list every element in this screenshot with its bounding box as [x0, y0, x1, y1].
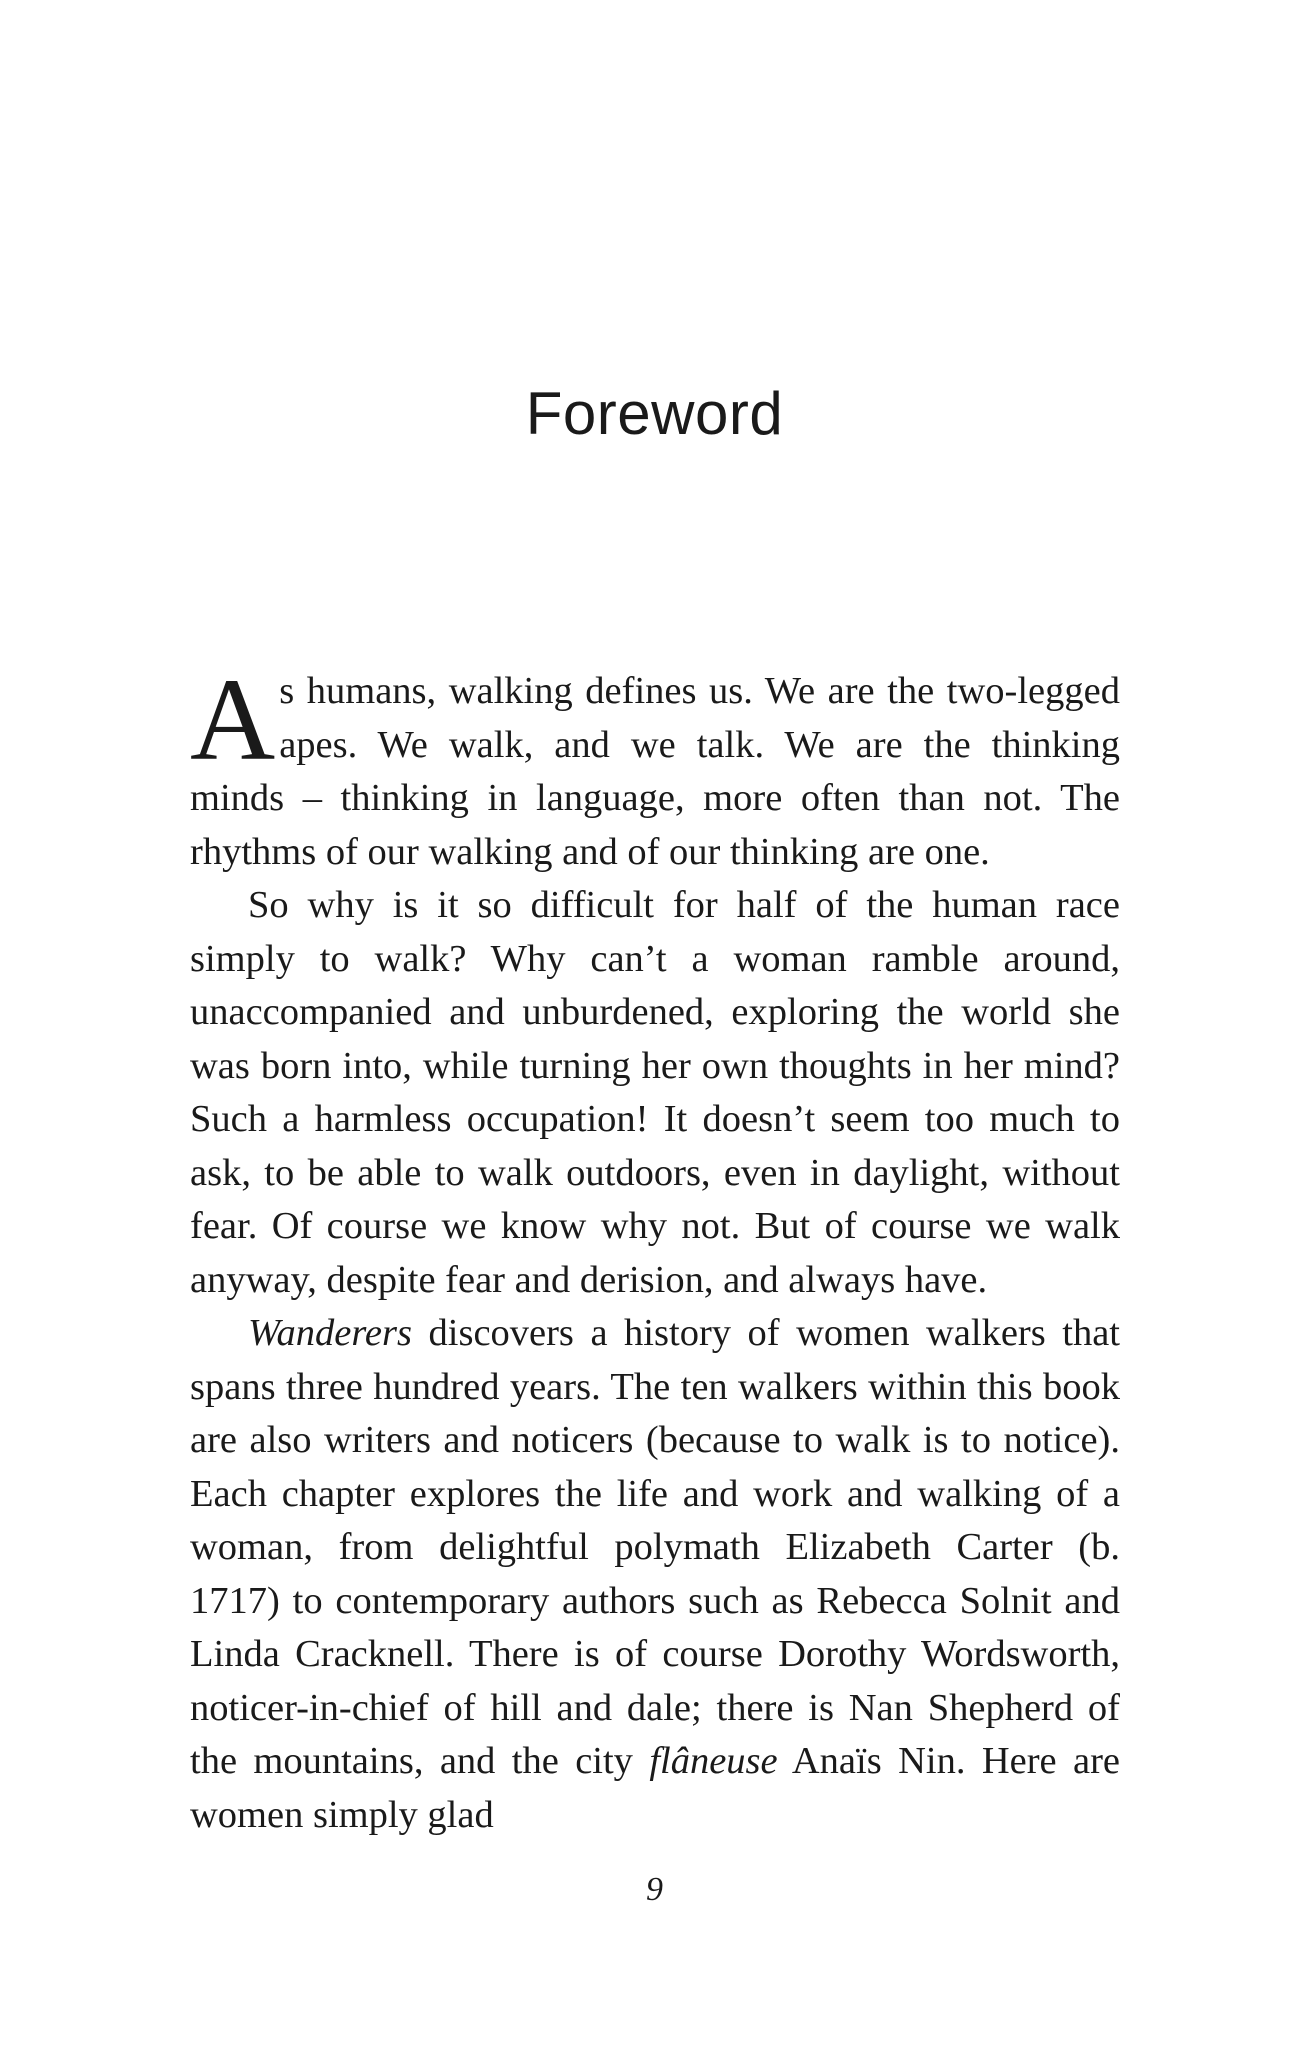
paragraph-3-text-a: discovers a history of women walkers that spans three hundred years. The ten walkers within this book are also writers and noticers (because to walk is to notice). Each chapter explores the life and work and walking of a woman, from delightful polymath Elizabeth Carter (b. 1717) to contemporary authors such as Rebecca Solnit and Linda Cracknell. There is of course Dorothy Wordsworth, noticer-in-chief of hill and dale; there is Nan Shepherd of the mountains, and the city [190, 1312, 1120, 1782]
page-number: 9 [646, 1871, 663, 1908]
book-title-italic: Wanderers [248, 1312, 412, 1354]
paragraph-1-text: s humans, walking defines us. We are the two-legged apes. We walk, and we talk. We are the thinking minds – thinking in language, more often than not. The rhythms of our walking and of our thinking are one. [190, 670, 1120, 873]
body-text [190, 654, 1120, 1842]
paragraph-2-text: So why is it so difficult for half of the human race simply to walk? Why can’t a woman ramble around, unaccompanied and unburdened, exploring the world she was born into, while turning her own thoughts in her mind? Such a harmless occupation! It doesn’t seem too much to ask, to be able to walk outdoors, even in daylight, without fear. Of course we know why not. But of course we walk anyway, despite fear and derision, and always have. [190, 884, 1120, 1301]
chapter-title: Foreword [525, 380, 784, 447]
paragraph-3 [190, 1307, 1120, 1842]
paragraph-2 [190, 879, 1120, 1307]
paragraph-3-text-b: Anaïs Nin. Here are women simply glad [190, 1740, 1120, 1836]
drop-cap: A [190, 654, 276, 785]
flaneuse-italic: flâneuse [649, 1740, 778, 1782]
paragraph-1 [190, 654, 1120, 879]
